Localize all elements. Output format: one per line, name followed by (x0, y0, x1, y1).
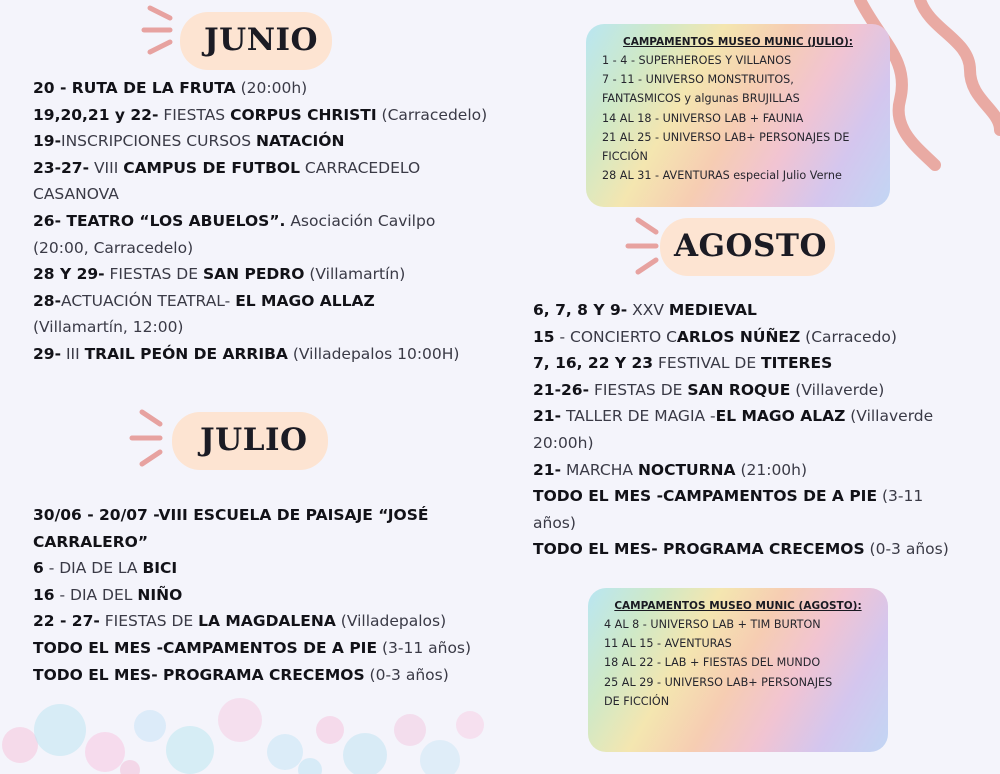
agosto-event-text: (0-3 años) (864, 540, 949, 559)
junio-event-line (33, 314, 487, 341)
museo-agosto-box (588, 588, 888, 752)
museo-agosto-line: 25 AL 29 - UNIVERSO LAB+ PERSONAJES (604, 675, 833, 689)
agosto-event-text: TODO EL MES- PROGRAMA CRECEMOS (533, 540, 865, 559)
junio-event-text: (Villadepalos 10:00H) (287, 344, 460, 363)
agosto-event-text: (Carracedo) (800, 327, 897, 346)
julio-event-text: 16 (33, 585, 55, 604)
junio-event-line (33, 288, 487, 315)
agosto-event-text: XXV (627, 301, 669, 319)
junio-event-text: 28 Y 29- (33, 265, 105, 284)
heading-julio: JULIO (200, 422, 308, 458)
junio-event-text: (Villamartín, 12:00) (33, 318, 184, 337)
museo-julio-title: CAMPAMENTOS MUSEO MUNIC (JULIO): (623, 36, 853, 48)
junio-event-line (33, 128, 487, 155)
agosto-event-text: - CONCIERTO C (554, 327, 677, 346)
agosto-event-line (533, 483, 949, 510)
junio-event-text: TRAIL PEÓN DE ARRIBA (84, 344, 288, 363)
accent-marks-agosto (624, 214, 664, 278)
agosto-event-text: EL MAGO ALAZ (715, 407, 846, 426)
museo-julio-line: FICCIÓN (602, 150, 648, 164)
junio-event-text: ACTUACIÓN TEATRAL- (61, 291, 236, 310)
agosto-event-text: TODO EL MES -CAMPAMENTOS DE A PIE (533, 487, 878, 506)
agosto-event-line (533, 324, 949, 351)
junio-event-line (33, 235, 487, 262)
agosto-event-text: MARCHA (561, 460, 638, 479)
junio-event-text: CARRACEDELO (299, 158, 421, 177)
junio-event-line (33, 75, 487, 102)
agosto-event-text: 21- (533, 460, 562, 479)
junio-event-text: (Villamartín) (304, 265, 406, 284)
junio-event-text: EL MAGO ALLAZ (235, 291, 375, 310)
junio-event-text: FIESTAS (158, 105, 231, 124)
agosto-event-text: SAN ROQUE (687, 380, 791, 399)
museo-julio-line: 21 AL 25 - UNIVERSO LAB+ PERSONAJES DE (602, 130, 850, 144)
junio-event-text: 19- (33, 132, 62, 151)
agosto-event-text: TALLER DE MAGIA - (561, 407, 716, 426)
junio-event-text: 29- (33, 344, 62, 363)
museo-julio-line: 28 AL 31 - AVENTURAS especial Julio Verne (602, 169, 842, 183)
junio-event-text: VIII (89, 158, 124, 177)
agosto-event-line (533, 510, 949, 537)
agosto-event-text: FIESTAS DE (589, 380, 688, 399)
junio-event-line (33, 181, 487, 208)
agosto-events (533, 297, 949, 563)
museo-julio-line: 1 - 4 - SUPERHEROES Y VILLANOS (602, 54, 792, 67)
julio-event-text: CARRALERO” (33, 532, 149, 551)
julio-event-text: TODO EL MES -CAMPAMENTOS DE A PIE (33, 638, 378, 657)
agosto-event-text: años) (533, 513, 576, 532)
museo-agosto-title: CAMPAMENTOS MUSEO MUNIC (AGOSTO): (614, 600, 862, 612)
agosto-event-text: FESTIVAL DE (653, 354, 762, 373)
agosto-event-text: (Villaverde (845, 407, 934, 426)
junio-event-text: 20 - RUTA DE LA FRUTA (33, 79, 236, 97)
agosto-event-text: MEDIEVAL (668, 301, 757, 319)
museo-agosto-line: 4 AL 8 - UNIVERSO LAB + TIM BURTON (604, 618, 821, 631)
junio-event-text: Asociación Cavilpo (285, 211, 436, 230)
junio-event-text: 28- (33, 291, 62, 310)
junio-event-text: (Carracedelo) (376, 105, 488, 124)
julio-event-text: (3-11 años) (377, 638, 472, 657)
junio-event-text: CORPUS CHRISTI (230, 105, 377, 124)
junio-event-text: 19,20,21 y 22- (33, 105, 159, 124)
julio-event-line (33, 555, 471, 582)
julio-event-line (33, 582, 471, 609)
julio-event-text: TODO EL MES- PROGRAMA CRECEMOS (33, 665, 365, 684)
junio-event-text: (20:00h) (235, 79, 308, 97)
accent-marks-junio (140, 2, 180, 60)
agosto-event-text: 20:00h) (533, 433, 594, 452)
julio-event-text: - DIA DE LA (43, 559, 143, 578)
agosto-event-line (533, 457, 949, 484)
agosto-event-line (533, 430, 949, 457)
julio-event-text: 22 - 27- (33, 612, 100, 631)
junio-event-text: III (61, 344, 85, 363)
junio-events (33, 75, 487, 368)
julio-event-text: BICI (142, 559, 178, 578)
julio-event-text: (0-3 años) (364, 665, 449, 684)
agosto-event-line (533, 403, 949, 430)
agosto-event-text: 21-26- (533, 380, 590, 399)
agosto-event-text: (21:00h) (735, 460, 808, 479)
accent-marks-julio (128, 406, 168, 470)
julio-event-text: 30/06 - 20/07 -VIII ESCUELA DE PAISAJE “JOSÉ (33, 506, 429, 524)
agosto-event-text: (3-11 (877, 487, 924, 506)
junio-event-text: CAMPUS DE FUTBOL (123, 158, 300, 177)
agosto-event-line (533, 536, 949, 563)
agosto-event-text: 15 (533, 327, 555, 346)
junio-event-line (33, 102, 487, 129)
museo-julio-line: 7 - 11 - UNIVERSO MONSTRUITOS, (602, 73, 794, 87)
julio-event-text: FIESTAS DE (99, 612, 199, 631)
junio-event-text: INSCRIPCIONES CURSOS (61, 132, 257, 151)
museo-agosto-line: 11 AL 15 - AVENTURAS (604, 637, 732, 651)
heading-agosto: AGOSTO (674, 228, 827, 264)
julio-event-text: (Villadepalos) (335, 612, 447, 631)
agosto-event-text: NOCTURNA (637, 460, 736, 479)
junio-event-text: NATACIÓN (256, 132, 345, 151)
julio-event-text: NIÑO (137, 585, 183, 604)
junio-event-line (33, 341, 487, 368)
agosto-event-text: TITERES (761, 354, 833, 373)
junio-event-line (33, 155, 487, 182)
museo-julio-line: 14 AL 18 - UNIVERSO LAB + FAUNIA (602, 111, 804, 125)
junio-event-text: (20:00, Carracedelo) (33, 238, 194, 257)
junio-event-text: 26- TEATRO “LOS ABUELOS”. (33, 211, 286, 230)
agosto-event-text: 21- (533, 407, 562, 426)
agosto-event-line (533, 297, 949, 324)
junio-event-text: FIESTAS DE (104, 265, 203, 284)
julio-event-line (33, 502, 471, 529)
junio-event-text: SAN PEDRO (202, 265, 305, 284)
junio-event-line (33, 261, 487, 288)
museo-julio-line: FANTASMICOS y algunas BRUJILLAS (602, 92, 800, 106)
julio-event-line (33, 529, 471, 556)
julio-event-line (33, 635, 471, 662)
julio-event-text: 6 (33, 559, 44, 578)
agosto-event-text: ARLOS NÚÑEZ (676, 327, 801, 346)
museo-agosto-line: DE FICCIÓN (604, 694, 670, 708)
agosto-event-text: 7, 16, 22 Y 23 (533, 354, 654, 373)
heading-junio: JUNIO (204, 22, 319, 58)
julio-event-text: LA MAGDALENA (198, 612, 336, 631)
museo-agosto-line: 18 AL 22 - LAB + FIESTAS DEL MUNDO (604, 656, 821, 670)
decorative-bubbles (0, 690, 520, 774)
junio-event-text: CASANOVA (33, 185, 119, 204)
junio-event-text: 23-27- (33, 158, 90, 177)
junio-event-line (33, 208, 487, 235)
agosto-event-text: 6, 7, 8 Y 9- (533, 301, 628, 319)
agosto-event-line (533, 350, 949, 377)
julio-events (33, 502, 471, 688)
julio-event-text: - DIA DEL (54, 585, 138, 604)
julio-event-line (33, 608, 471, 635)
agosto-event-text: (Villaverde) (790, 380, 885, 399)
julio-event-line (33, 662, 471, 689)
agosto-event-line (533, 377, 949, 404)
museo-julio-box (586, 24, 890, 207)
